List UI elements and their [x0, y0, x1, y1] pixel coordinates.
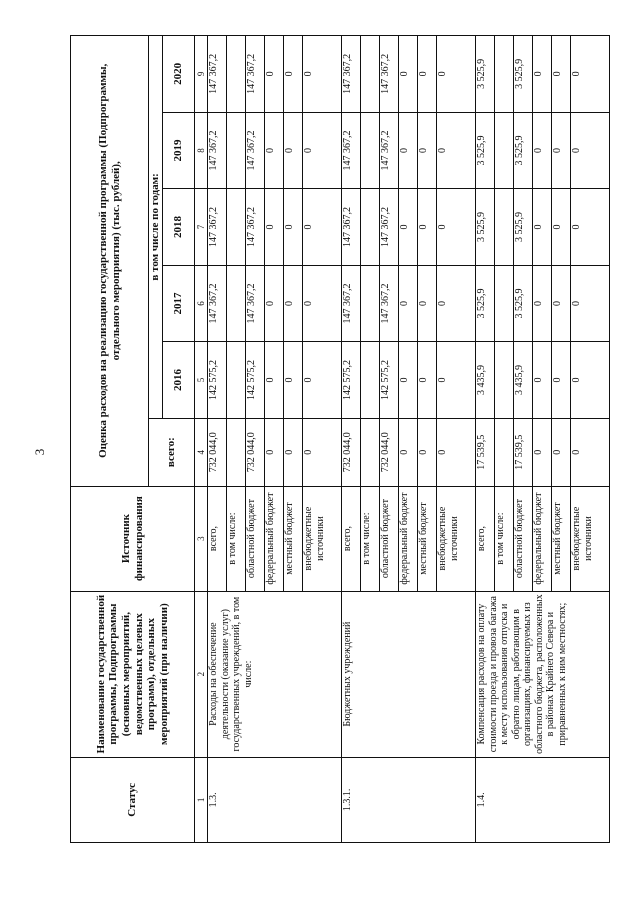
- value-year: 0: [571, 265, 610, 342]
- value-year: [495, 189, 514, 266]
- value-year: 142 575,2: [246, 342, 265, 419]
- value-total: 0: [265, 418, 284, 486]
- value-year: 0: [399, 112, 418, 189]
- value-year: 0: [265, 112, 284, 189]
- value-year: 0: [284, 36, 303, 113]
- value-total: 0: [533, 418, 552, 486]
- value-year: 147 367,2: [208, 265, 227, 342]
- funding-source: федеральный бюджет: [399, 486, 418, 591]
- funding-source: всего,: [476, 486, 495, 591]
- column-number: 4: [195, 418, 208, 486]
- table-row: [342, 36, 361, 843]
- value-year: [227, 342, 246, 419]
- value-year: 147 367,2: [246, 112, 265, 189]
- column-number: 5: [195, 342, 208, 419]
- value-year: [495, 342, 514, 419]
- value-year: 147 367,2: [380, 112, 399, 189]
- value-year: [361, 265, 380, 342]
- value-year: 0: [437, 342, 476, 419]
- value-year: [495, 265, 514, 342]
- header-source: Источник финансирования: [71, 486, 195, 591]
- row-status: 1.4.: [476, 757, 610, 842]
- value-year: 0: [265, 342, 284, 419]
- value-year: [361, 36, 380, 113]
- value-year: 147 367,2: [246, 265, 265, 342]
- header-year: 2018: [163, 189, 195, 266]
- funding-source: федеральный бюджет: [265, 486, 284, 591]
- value-total: 732 044,0: [246, 418, 265, 486]
- value-total: 732 044,0: [342, 418, 361, 486]
- value-year: 0: [533, 112, 552, 189]
- value-year: 0: [552, 36, 571, 113]
- funding-source: в том числе:: [227, 486, 246, 591]
- value-year: 0: [552, 112, 571, 189]
- value-year: 3 525,9: [514, 112, 533, 189]
- value-year: 0: [418, 342, 437, 419]
- value-year: [361, 342, 380, 419]
- column-number: 8: [195, 112, 208, 189]
- value-total: 0: [571, 418, 610, 486]
- value-year: [227, 265, 246, 342]
- value-year: 0: [303, 36, 342, 113]
- header-total: всего:: [149, 418, 195, 486]
- value-year: [227, 112, 246, 189]
- column-number: 1: [195, 757, 208, 842]
- value-year: 0: [533, 265, 552, 342]
- value-year: 3 525,9: [514, 36, 533, 113]
- value-year: 0: [265, 189, 284, 266]
- value-year: 147 367,2: [380, 189, 399, 266]
- value-year: 0: [303, 189, 342, 266]
- value-year: 147 367,2: [208, 112, 227, 189]
- value-year: [361, 189, 380, 266]
- value-year: 142 575,2: [208, 342, 227, 419]
- header-year: 2020: [163, 36, 195, 113]
- value-year: 0: [552, 189, 571, 266]
- value-year: 0: [571, 112, 610, 189]
- value-year: 0: [552, 342, 571, 419]
- value-total: 0: [552, 418, 571, 486]
- value-year: 0: [437, 189, 476, 266]
- value-year: 147 367,2: [342, 36, 361, 113]
- funding-source: в том числе:: [361, 486, 380, 591]
- rotated-table-wrapper: [70, 35, 630, 843]
- value-year: [495, 36, 514, 113]
- row-status: 1.3.1.: [342, 757, 476, 842]
- column-number: 2: [195, 591, 208, 757]
- funding-source: областной бюджет: [514, 486, 533, 591]
- value-year: 0: [418, 112, 437, 189]
- value-year: 0: [418, 36, 437, 113]
- funding-source: местный бюджет: [284, 486, 303, 591]
- column-number: 3: [195, 486, 208, 591]
- header-year: 2016: [163, 342, 195, 419]
- value-year: 147 367,2: [208, 189, 227, 266]
- value-year: 0: [303, 112, 342, 189]
- value-year: 0: [284, 112, 303, 189]
- value-year: 147 367,2: [380, 265, 399, 342]
- value-year: 147 367,2: [342, 112, 361, 189]
- funding-source: областной бюджет: [246, 486, 265, 591]
- table-row: [476, 36, 495, 843]
- value-total: [227, 418, 246, 486]
- funding-source: федеральный бюджет: [533, 486, 552, 591]
- row-name: Расходы на обеспечение деятельности (оказание услуг) государственных учреждений, в том числе:: [208, 591, 342, 757]
- value-total: [361, 418, 380, 486]
- funding-source: местный бюджет: [418, 486, 437, 591]
- column-number: 9: [195, 36, 208, 113]
- value-year: 0: [418, 189, 437, 266]
- value-year: 0: [284, 265, 303, 342]
- value-total: 0: [418, 418, 437, 486]
- value-year: [495, 112, 514, 189]
- column-number: 7: [195, 189, 208, 266]
- value-year: 0: [533, 342, 552, 419]
- value-year: 0: [571, 189, 610, 266]
- value-year: 0: [284, 189, 303, 266]
- header-estimate: Оценка расходов на реализацию государственной программы (Подпрограммы, отдельного мероприятия) (тыс. рублей),: [71, 36, 149, 487]
- value-year: 142 575,2: [342, 342, 361, 419]
- header-status: Статус: [71, 757, 195, 842]
- value-year: [227, 189, 246, 266]
- page-number: 3: [32, 448, 47, 456]
- funding-source: внебюджетные источники: [571, 486, 610, 591]
- value-year: [361, 112, 380, 189]
- value-year: 0: [284, 342, 303, 419]
- row-name: Бюджетных учреждений: [342, 591, 476, 757]
- value-year: 0: [399, 36, 418, 113]
- funding-source: областной бюджет: [380, 486, 399, 591]
- funding-source: внебюджетные источники: [303, 486, 342, 591]
- value-year: 147 367,2: [246, 189, 265, 266]
- value-total: 732 044,0: [380, 418, 399, 486]
- value-year: 0: [571, 36, 610, 113]
- value-year: 0: [399, 342, 418, 419]
- value-year: 147 367,2: [208, 36, 227, 113]
- value-year: 0: [399, 265, 418, 342]
- value-year: 3 525,9: [476, 36, 495, 113]
- value-total: [495, 418, 514, 486]
- header-year: 2019: [163, 112, 195, 189]
- value-year: [227, 36, 246, 113]
- value-year: 0: [399, 189, 418, 266]
- value-year: 147 367,2: [246, 36, 265, 113]
- value-year: 3 435,9: [514, 342, 533, 419]
- value-year: 147 367,2: [380, 36, 399, 113]
- value-total: 17 539,5: [476, 418, 495, 486]
- funding-source: внебюджетные источники: [437, 486, 476, 591]
- value-total: 0: [303, 418, 342, 486]
- financing-table: [70, 35, 610, 843]
- value-year: 3 525,9: [476, 112, 495, 189]
- funding-source: местный бюджет: [552, 486, 571, 591]
- value-total: 0: [399, 418, 418, 486]
- funding-source: в том числе:: [495, 486, 514, 591]
- value-year: 3 525,9: [476, 265, 495, 342]
- value-year: 147 367,2: [342, 265, 361, 342]
- value-year: 0: [533, 36, 552, 113]
- header-year: 2017: [163, 265, 195, 342]
- value-total: 732 044,0: [208, 418, 227, 486]
- value-year: 0: [571, 342, 610, 419]
- value-year: 0: [437, 36, 476, 113]
- row-name: Компенсация расходов на оплату стоимости проезда и провоза багажа к месту использования отпуска и обратно лицам, работающим в организациях, финансируемых из областного бюджета, расположенных в районах Крайнего Севера и приравненных к ним местностях;: [476, 591, 610, 757]
- value-year: 0: [533, 189, 552, 266]
- value-year: 3 525,9: [514, 265, 533, 342]
- value-year: 3 525,9: [476, 189, 495, 266]
- column-number: 6: [195, 265, 208, 342]
- value-total: 17 539,5: [514, 418, 533, 486]
- value-total: 0: [284, 418, 303, 486]
- funding-source: всего,: [342, 486, 361, 591]
- value-year: 0: [265, 36, 284, 113]
- table-body: [208, 36, 610, 843]
- table-row: [208, 36, 227, 843]
- value-year: 0: [418, 265, 437, 342]
- value-year: 142 575,2: [380, 342, 399, 419]
- value-year: 0: [303, 265, 342, 342]
- value-year: 0: [552, 265, 571, 342]
- value-year: 3 435,9: [476, 342, 495, 419]
- value-year: 3 525,9: [514, 189, 533, 266]
- value-year: 147 367,2: [342, 189, 361, 266]
- row-status: 1.3.: [208, 757, 342, 842]
- value-year: 0: [437, 265, 476, 342]
- value-year: 0: [303, 342, 342, 419]
- value-total: 0: [437, 418, 476, 486]
- funding-source: всего,: [208, 486, 227, 591]
- value-year: 0: [265, 265, 284, 342]
- header-by-years: в том числе по годам:: [149, 36, 163, 419]
- value-year: 0: [437, 112, 476, 189]
- header-name: Наименование государственной программы, Подпрограммы (основных мероприятий, ведомственных целевых программ), отдельных мероприятий (при наличии): [71, 591, 195, 757]
